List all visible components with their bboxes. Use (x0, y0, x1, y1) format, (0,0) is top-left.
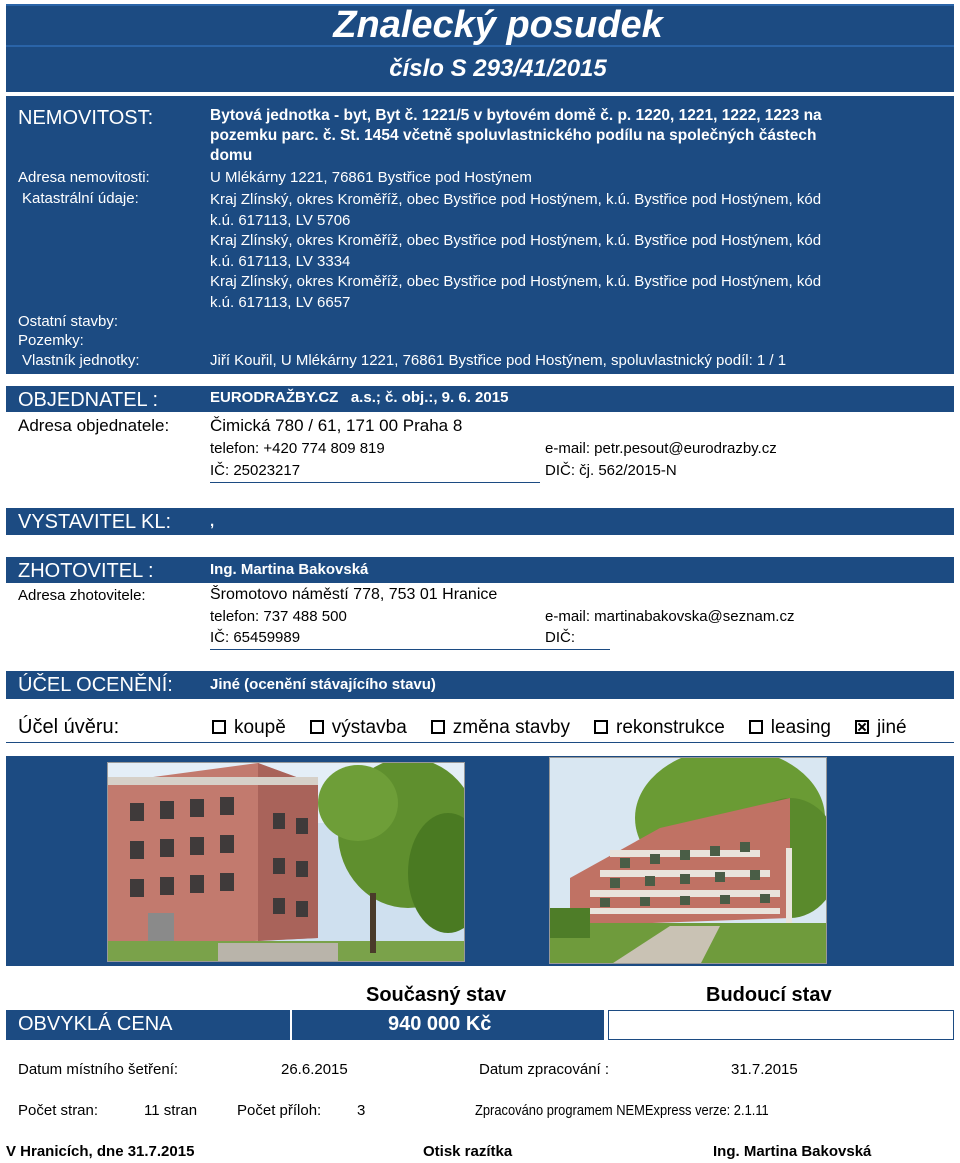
attachments-count: 3 (357, 1102, 366, 1119)
loan-underline (6, 742, 954, 743)
loan-option-vystavba[interactable] (310, 717, 407, 739)
loan-option-label: výstavba (331, 717, 407, 738)
loan-option-label: jiné (877, 717, 907, 738)
cadastral-label: Katastrální údaje: (22, 190, 139, 207)
building-photo-2 (549, 757, 827, 964)
checked-checkbox-icon[interactable] (855, 720, 869, 734)
document-number: číslo S 293/41/2015 (389, 55, 607, 82)
client-phone: telefon: +420 774 809 819 (210, 440, 385, 457)
loan-label: Účel úvěru: (18, 716, 120, 738)
building-photo-2-svg (550, 758, 827, 964)
loan-option-leasing[interactable] (749, 717, 831, 739)
property-description-line: domu (210, 147, 253, 164)
checkbox-icon[interactable] (310, 720, 324, 734)
address-label: Adresa nemovitosti: (18, 169, 150, 186)
checkbox-icon[interactable] (749, 720, 763, 734)
loan-options (212, 717, 907, 739)
future-state-label: Budoucí stav (706, 984, 832, 1006)
maker-label: ZHOTOVITEL : (18, 560, 154, 582)
purpose-value: Jiné (ocenění stávajícího stavu) (210, 676, 436, 693)
property-description-line: pozemku parc. č. St. 1454 včetně spoluvlastnického podílu na společných částech (210, 127, 817, 144)
loan-option-jine[interactable] (855, 717, 907, 739)
purpose-label: ÚČEL OCENĚNÍ: (18, 674, 173, 696)
issuer-label: VYSTAVITEL KL: (18, 511, 172, 533)
pages-label: Počet stran: (18, 1102, 99, 1119)
issuer-value: , (210, 513, 215, 530)
document-title: Znalecký posudek (333, 4, 663, 46)
maker-dic: DIČ: (545, 629, 575, 646)
maker-email: e-mail: martinabakovska@seznam.cz (545, 608, 795, 625)
loan-option-label: koupě (234, 717, 286, 738)
client-email: e-mail: petr.pesout@eurodrazby.cz (545, 440, 777, 457)
maker-name: Ing. Martina Bakovská (210, 561, 369, 578)
inspection-date-label: Datum místního šetření: (18, 1061, 179, 1078)
cadastral-entry (210, 272, 821, 313)
other-buildings-label: Ostatní stavby: (18, 313, 119, 330)
client-label: OBJEDNATEL : (18, 389, 159, 411)
owner-label: Vlastník jednotky: (22, 352, 140, 369)
cadastral-entry (210, 190, 821, 231)
usual-price-label: OBVYKLÁ CENA (18, 1013, 173, 1035)
property-address: U Mlékárny 1221, 76861 Bystřice pod Hostýnem (210, 169, 532, 186)
future-price-box (608, 1010, 954, 1040)
client-name: EURODRAŽBY.CZ a.s.; č. obj.:, 9. 6. 2015 (210, 389, 509, 406)
cadastral-line: k.ú. 617113, LV 6657 (210, 293, 351, 311)
cadastral-line: k.ú. 617113, LV 3334 (210, 252, 351, 270)
client-address: Čimická 780 / 61, 171 00 Praha 8 (210, 416, 463, 435)
land-label: Pozemky: (18, 332, 84, 349)
building-photo-1-svg (108, 763, 465, 962)
loan-option-zmena-stavby[interactable] (431, 717, 570, 739)
current-price-value: 940 000 Kč (388, 1013, 492, 1035)
loan-option-rekonstrukce[interactable] (594, 717, 725, 739)
maker-address-label: Adresa zhotovitele: (18, 587, 146, 604)
cadastral-line: Kraj Zlínský, okres Kroměříž, obec Bystřice pod Hostýnem, k.ú. Bystřice pod Hostýnem, kód (210, 232, 822, 249)
inspection-date: 26.6.2015 (281, 1061, 348, 1078)
maker-address: Šromotovo náměstí 778, 753 01 Hranice (210, 586, 498, 603)
current-state-label: Současný stav (366, 984, 507, 1006)
cadastral-entry (210, 231, 821, 272)
loan-option-label: rekonstrukce (616, 717, 725, 738)
software-info: Zpracováno programem NEMExpress verze: 2.1.11 (475, 1102, 769, 1119)
checkbox-icon[interactable] (431, 720, 445, 734)
loan-option-label: leasing (770, 717, 831, 738)
cadastral-line: k.ú. 617113, LV 5706 (210, 211, 351, 229)
property-description-line: Bytová jednotka - byt, Byt č. 1221/5 v bytovém domě č. p. 1220, 1221, 1222, 1223 na (210, 107, 822, 124)
client-underline (210, 482, 540, 483)
cadastral-line: Kraj Zlínský, okres Kroměříž, obec Bystřice pod Hostýnem, k.ú. Bystřice pod Hostýnem, kód (210, 191, 822, 208)
client-ic: IČ: 25023217 (210, 462, 301, 479)
property-label: NEMOVITOST: (18, 107, 154, 129)
attachments-label: Počet příloh: (237, 1102, 322, 1119)
checkbox-icon[interactable] (212, 720, 226, 734)
processing-date: 31.7.2015 (731, 1061, 798, 1078)
place-date: V Hranicích, dne 31.7.2015 (6, 1143, 195, 1160)
pages-count: 11 stran (144, 1102, 198, 1119)
cadastral-list (210, 190, 821, 313)
signature-name: Ing. Martina Bakovská (713, 1143, 872, 1160)
loan-option-label: změna stavby (452, 717, 570, 738)
stamp-label: Otisk razítka (423, 1143, 513, 1160)
building-photo-1 (107, 762, 465, 962)
cadastral-line: Kraj Zlínský, okres Kroměříž, obec Bystřice pod Hostýnem, k.ú. Bystřice pod Hostýnem, kód (210, 273, 822, 290)
client-dic: DIČ: čj. 562/2015-N (545, 462, 677, 479)
client-address-label: Adresa objednatele: (18, 416, 170, 435)
processing-date-label: Datum zpracování : (479, 1061, 610, 1078)
loan-option-koupe[interactable] (212, 717, 286, 739)
owner-value: Jiří Kouřil, U Mlékárny 1221, 76861 Bystřice pod Hostýnem, spoluvlastnický podíl: 1 / 1 (210, 352, 787, 369)
checkbox-icon[interactable] (594, 720, 608, 734)
maker-ic: IČ: 65459989 (210, 629, 301, 646)
maker-underline (210, 649, 610, 650)
maker-phone: telefon: 737 488 500 (210, 608, 347, 625)
property-description (210, 106, 822, 166)
